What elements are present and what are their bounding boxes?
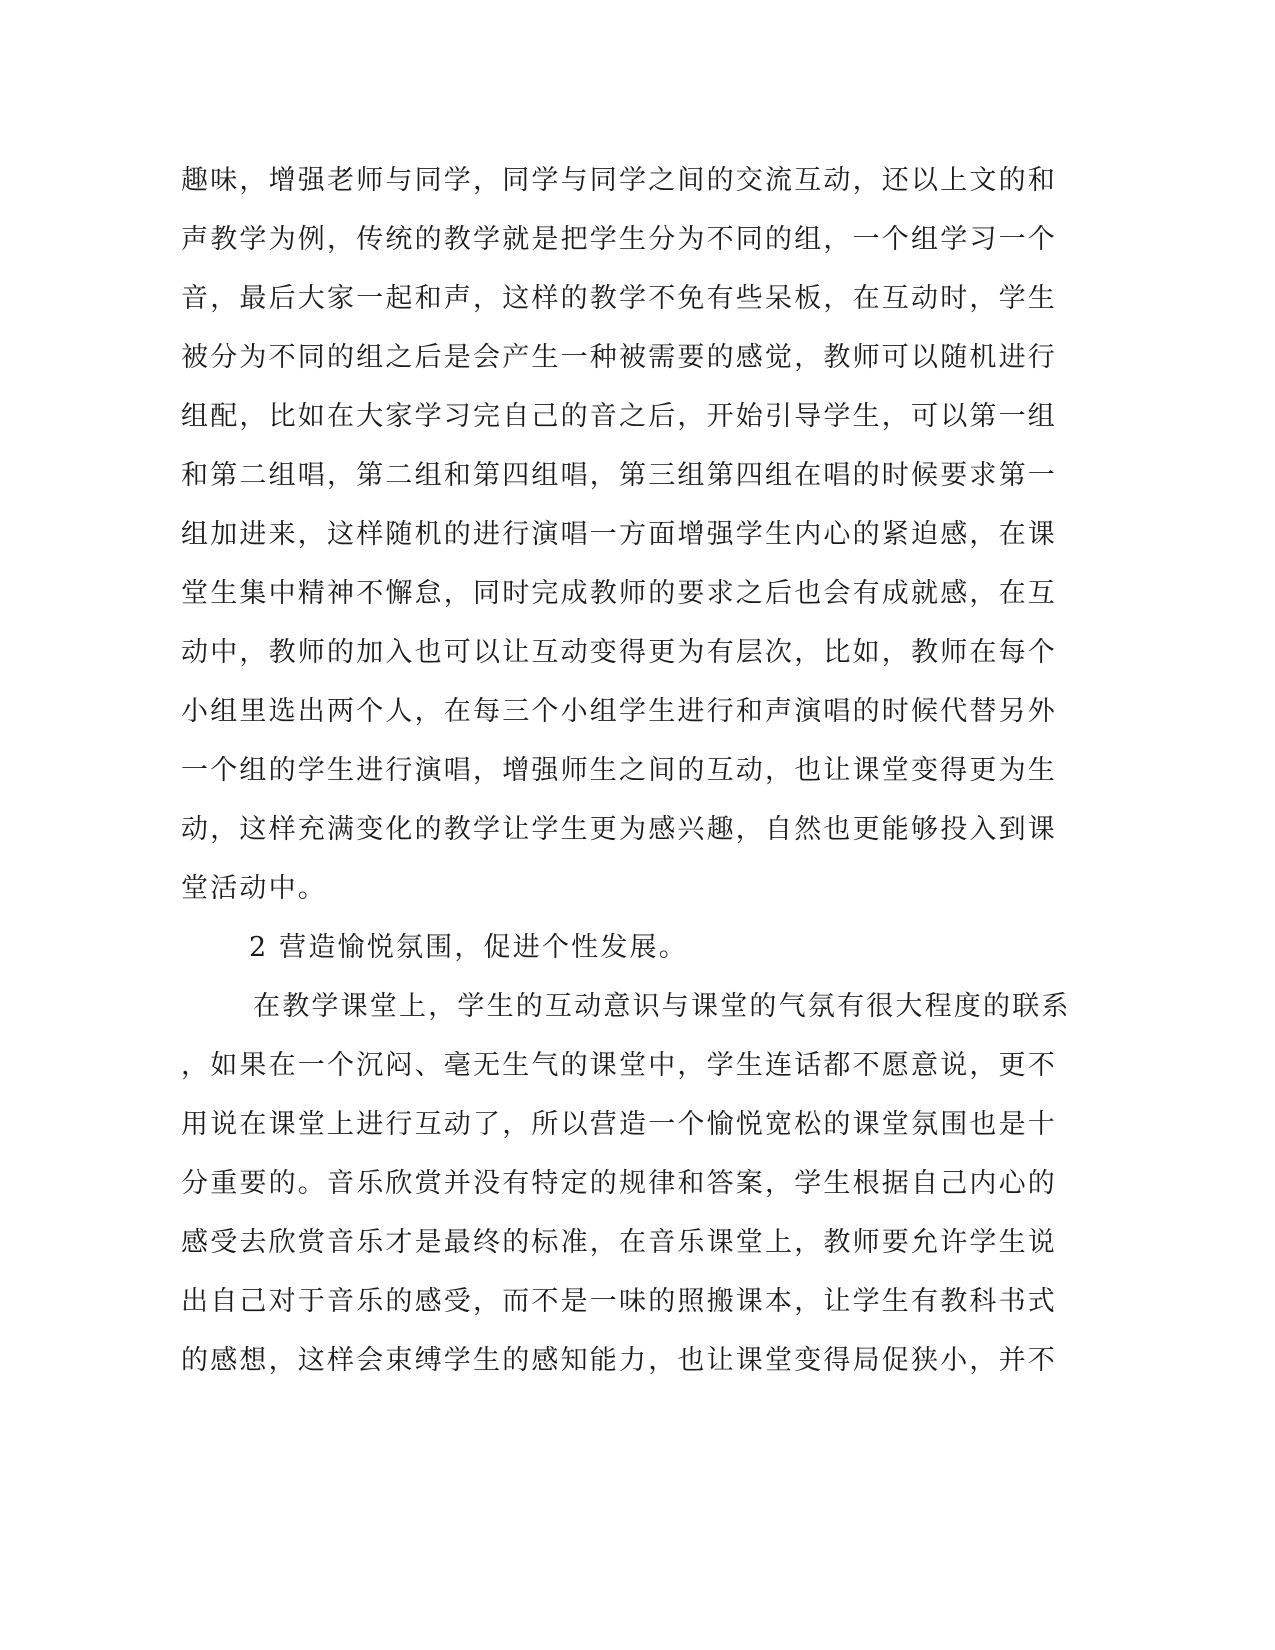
- paragraph-line: 出自己对于音乐的感受，而不是一味的照搬课本，让学生有教科书式: [181, 1286, 1057, 1317]
- paragraph-line: 堂生集中精神不懈怠，同时完成教师的要求之后也会有成就感，在互: [181, 578, 1057, 609]
- section-heading: 2 营造愉悦氛围，促进个性发展。: [249, 932, 688, 963]
- paragraph-line: 分重要的。音乐欣赏并没有特定的规律和答案，学生根据自己内心的: [181, 1168, 1057, 1199]
- paragraph-line: 趣味，增强老师与同学，同学与同学之间的交流互动，还以上文的和: [181, 165, 1057, 196]
- paragraph-line: 感受去欣赏音乐才是最终的标准，在音乐课堂上，教师要允许学生说: [181, 1227, 1057, 1258]
- paragraph-line: 堂活动中。: [181, 873, 327, 904]
- paragraph-line: 组加进来，这样随机的进行演唱一方面增强学生内心的紧迫感，在课: [181, 519, 1057, 550]
- paragraph-line: 组配，比如在大家学习完自己的音之后，开始引导学生，可以第一组: [181, 401, 1057, 432]
- paragraph-line: 声教学为例，传统的教学就是把学生分为不同的组，一个组学习一个: [181, 224, 1057, 255]
- paragraph-line: 动中，教师的加入也可以让互动变得更为有层次，比如，教师在每个: [181, 637, 1057, 668]
- paragraph-line: 音，最后大家一起和声，这样的教学不免有些呆板，在互动时，学生: [181, 283, 1057, 314]
- paragraph-line: ，如果在一个沉闷、毫无生气的课堂中，学生连话都不愿意说，更不: [181, 1050, 1057, 1081]
- paragraph-line: 用说在课堂上进行互动了，所以营造一个愉悦宽松的课堂氛围也是十: [181, 1109, 1057, 1140]
- paragraph-line: 被分为不同的组之后是会产生一种被需要的感觉，教师可以随机进行: [181, 342, 1057, 373]
- paragraph-line: 小组里选出两个人，在每三个小组学生进行和声演唱的时候代替另外: [181, 696, 1057, 727]
- paragraph-line: 的感想，这样会束缚学生的感知能力，也让课堂变得局促狭小，并不: [181, 1345, 1057, 1376]
- paragraph-line: 在教学课堂上，学生的互动意识与课堂的气氛有很大程度的联系: [253, 991, 1071, 1022]
- paragraph-line: 和第二组唱，第二组和第四组唱，第三组第四组在唱的时候要求第一: [181, 460, 1057, 491]
- paragraph-line: 动，这样充满变化的教学让学生更为感兴趣，自然也更能够投入到课: [181, 814, 1057, 845]
- paragraph-line: 一个组的学生进行演唱，增强师生之间的互动，也让课堂变得更为生: [181, 755, 1057, 786]
